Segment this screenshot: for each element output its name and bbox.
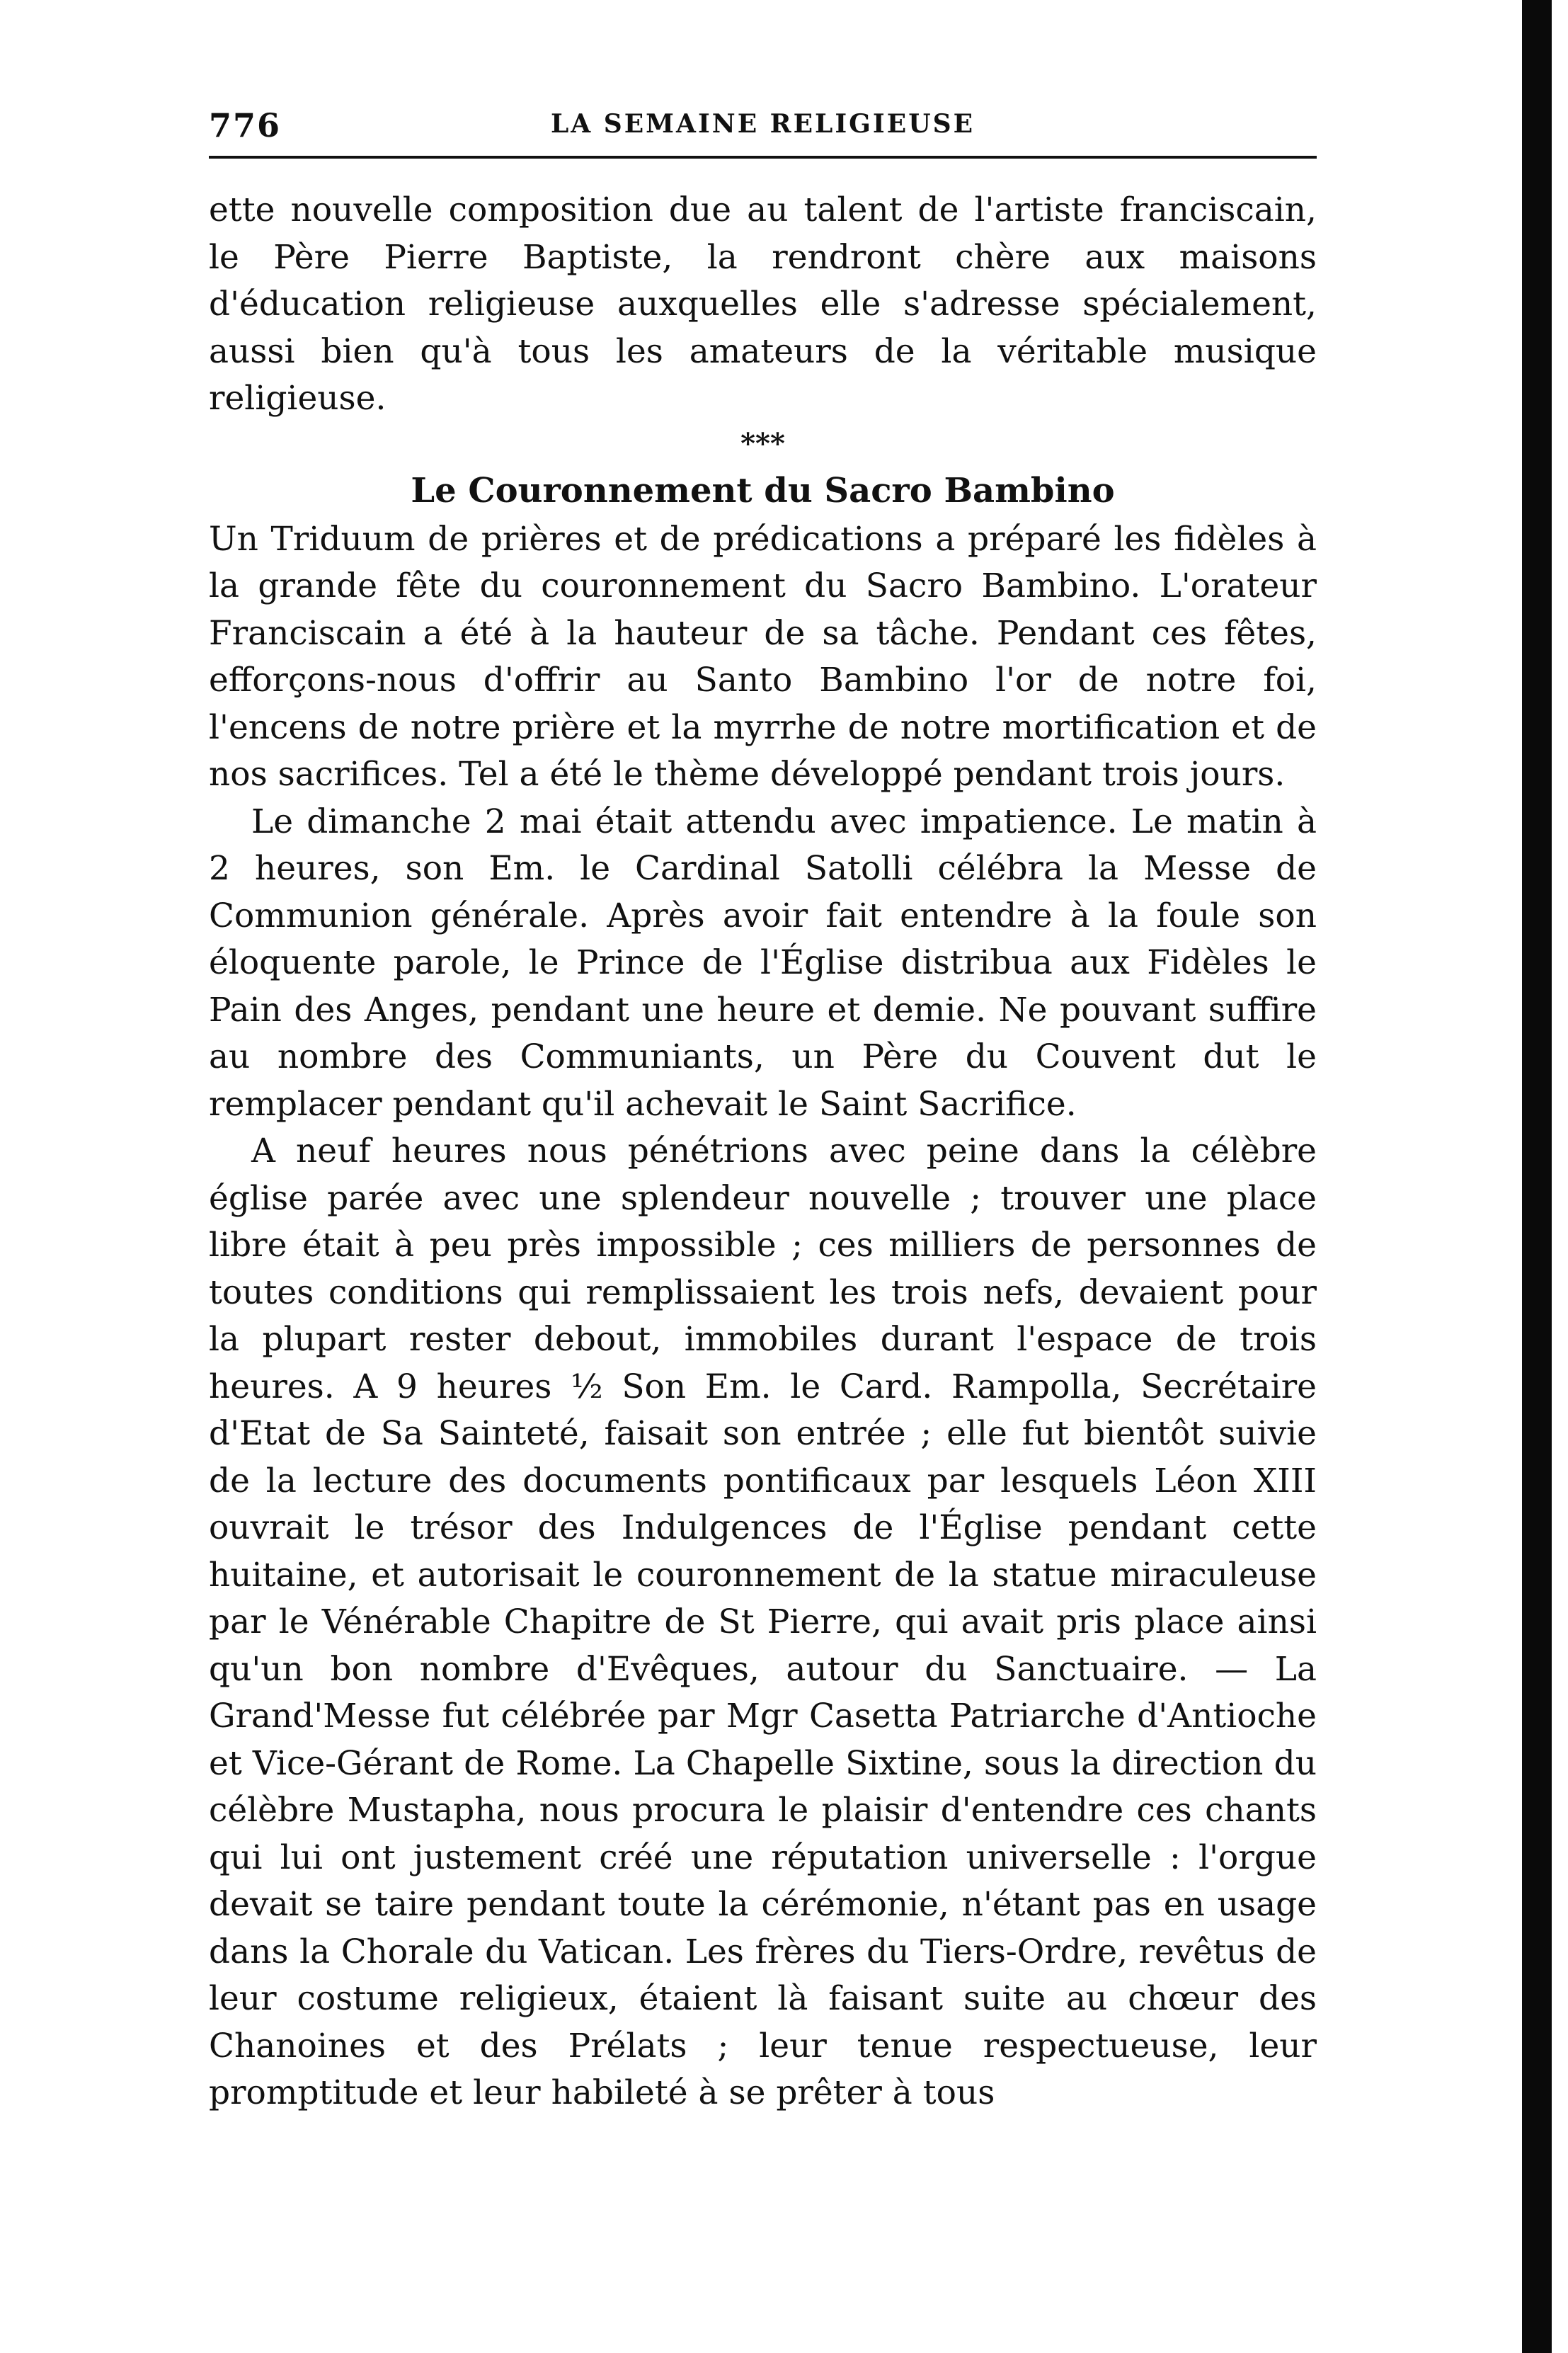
paragraph-triduum: Un Triduum de prières et de prédications a préparé les fidèles à la grande fête du couronnement du Sacro Bambino. L'orateur Franciscain a été à la hauteur de sa tâche. Pendant ces fêtes, efforçons-nous d'offrir au Santo Bambino l'or de notre foi, l'encens de notre prière et la myrrhe de notre mortification et de nos sacrifices. Tel a été le thème développé pendant trois jours. <box>209 519 1317 794</box>
document-page <box>209 99 1317 2117</box>
asterism: *** <box>740 426 785 460</box>
paragraph-continuation: ette nouvelle composition due au talent de l'artiste franciscain, le Père Pierre Baptiste, la rendront chère aux maisons d'éducation religieuse auxquelles elle s'adresse spécialement, aussi bien qu'à tous les amateurs de la véritable musique religieuse. <box>209 190 1317 418</box>
body-text <box>209 187 1317 2117</box>
scan-edge-bar <box>1522 0 1552 2353</box>
page-header <box>209 99 1317 159</box>
paragraph-dimanche: Le dimanche 2 mai était attendu avec impatience. Le matin à 2 heures, son Em. le Cardinal Satolli célébra la Messe de Communion générale. Après avoir fait entendre à la foule son éloquente parole, le Prince de l'Église distribua aux Fidèles le Pain des Anges, pendant une heure et demie. Ne pouvant suffire au nombre des Communiants, un Père du Couvent dut le remplacer pendant qu'il achevait le Saint Sacrifice. <box>209 802 1317 1124</box>
section-heading: Le Couronnement du Sacro Bambino <box>411 470 1115 511</box>
running-title: LA SEMAINE RELIGIEUSE <box>550 109 975 139</box>
page-number: 776 <box>209 106 282 144</box>
paragraph-neuf-heures: A neuf heures nous pénétrions avec peine dans la célèbre église parée avec une splendeur nouvelle ; trouver une place libre était à peu près impossible ; ces milliers de personnes de toutes conditions qui remplissaient les trois nefs, devaient pour la plupart rester debout, immobiles durant l'espace de trois heures. A 9 heures ½ Son Em. le Card. Rampolla, Secrétaire d'Etat de Sa Sainteté, faisait son entrée ; elle fut bientôt suivie de la lecture des documents pontificaux par lesquels Léon XIII ouvrait le trésor des Indulgences de l'Église pendant cette huitaine, et autorisait le couronnement de la statue miraculeuse par le Vénérable Chapitre de St Pierre, qui avait pris place ainsi qu'un bon nombre d'Evêques, autour du Sanctuaire. — La Grand'Messe fut célébrée par Mgr Casetta Patriarche d'Antioche et Vice-Gérant de Rome. La Chapelle Sixtine, sous la direction du célèbre Mustapha, nous procura le plaisir d'entendre ces chants qui lui ont justement créé une réputation universelle : l'orgue devait se taire pendant toute la cérémonie, n'étant pas en usage dans la Chorale du Vatican. Les frères du Tiers-Ordre, revêtus de leur costume religieux, étaient là faisant suite au chœur des Chanoines et des Prélats ; leur tenue respectueuse, leur promptitude et leur habileté à se prêter à tous <box>209 1132 1317 2112</box>
